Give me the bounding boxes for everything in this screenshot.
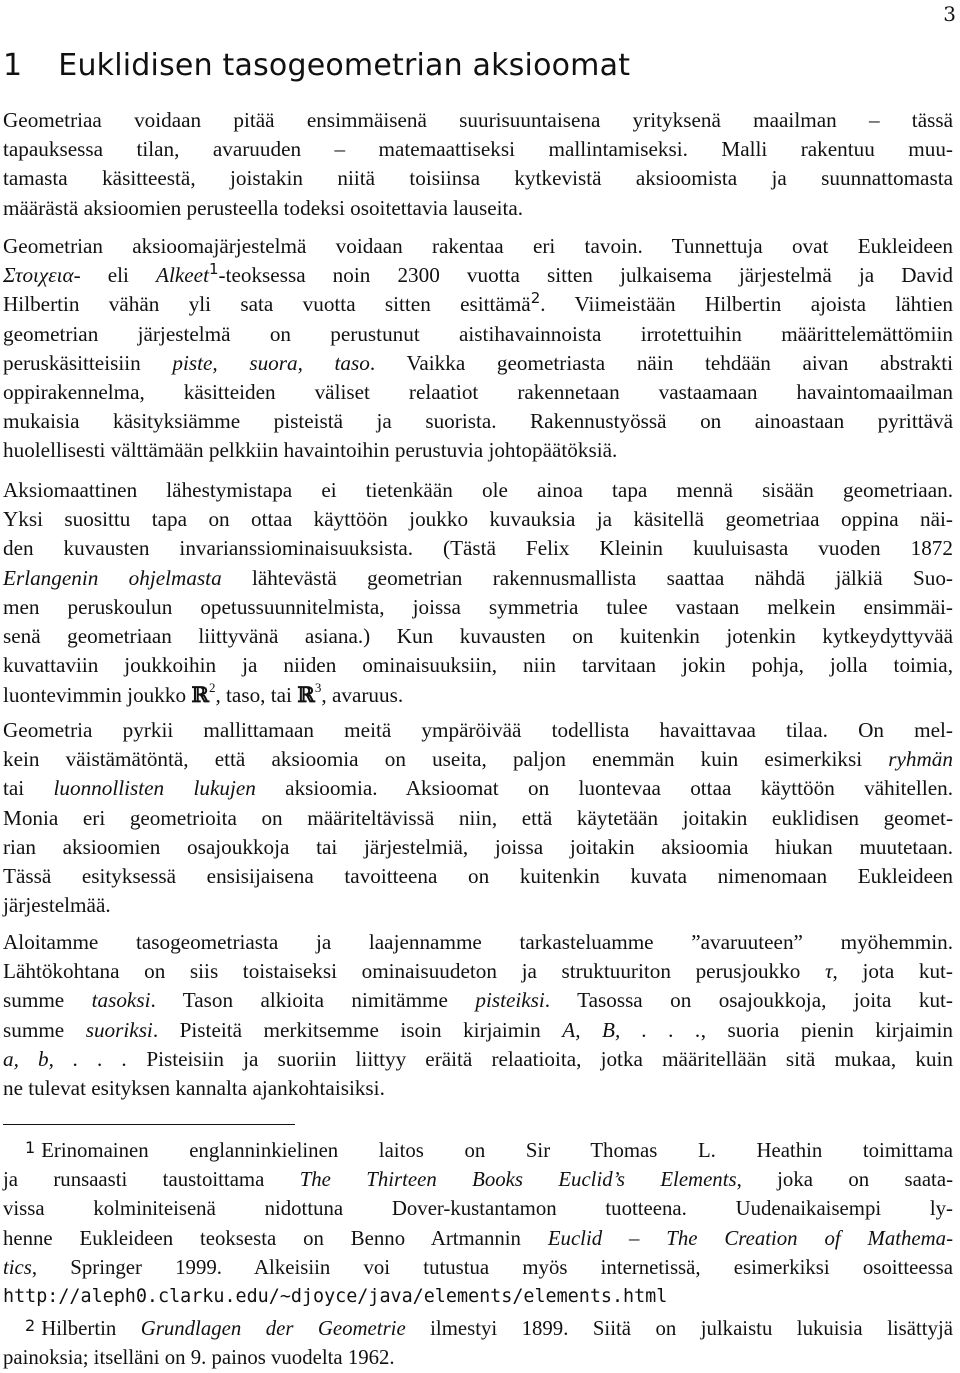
footnote-ref-1[interactable]: 1 (208, 260, 219, 279)
text-line: tapauksessa tilan, avaruuden – matemaattiseksi mallintamiseksi. Malli rakentuu muu- (3, 137, 953, 162)
text-line: summe tasoksi. Tason alkioita nimitämme pisteiksi. Tasossa on osajoukkoja, joita kut- (3, 988, 953, 1013)
text-line: tamasta käsitteestä, joistakin niitä toisiinsa kytkevistä aksioomista ja suunnattomasta (3, 166, 953, 191)
text-line: Geometria pyrkii mallittamaan meitä ympäröivää todellista havaittavaa tilaa. On mel- (3, 718, 953, 742)
text-line: tai luonnollisten lukujen aksioomia. Aksioomat on luontevaa ottaa käyttöön vähitellen. (3, 776, 953, 801)
footnote-rule (3, 1124, 295, 1125)
reals-symbol: ℝ (191, 682, 209, 708)
footnote-1-line: henne Eukleideen teoksesta on Benno Artmannin Euclid – The Creation of Mathema- (3, 1226, 954, 1250)
text-line: järjestelmää. (3, 893, 111, 918)
text-line: Aksiomaattinen lähestymistapa ei tietenkään ole ainoa tapa mennä sisään geometriaan. (3, 478, 953, 502)
emphasis: Grundlagen der Geometrie (140, 1317, 406, 1341)
text-line: summe suoriksi. Pisteitä merkitsemme isoin kirjaimin A, B, . . ., suoria pienin kirjaimin (3, 1017, 953, 1042)
text-line: rian aksioomien osajoukkoja tai järjestelmiä, joissa joitakin aksioomia hiukan muutetaan. (3, 834, 953, 859)
footnote-2-line: painoksia; itselläni on 9. painos vuodelta 1962. (3, 1346, 395, 1370)
text-line: Hilbertin vähän yli sata vuotta sitten esittämä$^2$. Viimeistään Hilbertin ajoista lähtien (3, 289, 953, 317)
text-line: men peruskoulun opetussuunnitelmista, joissa symmetria tulee vastaan melkein ensimmäi- (3, 594, 953, 619)
text-line: Στοιχεια- eli Alkeet$^1$-teoksessa noin 2300 vuotta sitten julkaisema järjestelmä ja David (3, 260, 954, 288)
emphasis: luonnollisten lukujen (53, 776, 256, 801)
text-line: senä geometriaan liittyvänä asiana.) Kun kuvausten on kuitenkin jotenkin kytkeydyttyvää (3, 624, 953, 649)
text-line: Geometrian aksioomajärjestelmä voidaan rakentaa eri tavoin. Tunnettuja ovat Eukleideen (3, 234, 953, 258)
text-line: Erlangenin ohjelmasta lähtevästä geometrian rakennusmallista saattaa nähdä jälkiä Suo- (3, 565, 953, 590)
text-line: a, b, . . . Pisteisiin ja suoriin liittyy eräitä relaatioita, jotka määritellään sitä mukaa, kuin (3, 1046, 954, 1071)
section-title: Euklidisen tasogeometrian aksioomat (58, 48, 631, 83)
footnotes (3, 1133, 953, 1373)
emphasis: tasoksi (91, 988, 151, 1013)
alkeet-title: Alkeet (156, 263, 209, 288)
text-line: Aloitamme tasogeometriasta ja laajennamme tarkasteluamme ”avaruuteen” myöhemmin. (3, 930, 953, 954)
footnote-1-line: ja runsaasti taustoittama The Thirteen Books Euclid’s Elements, joka on saata- (3, 1168, 953, 1192)
text-line: Geometriaa voidaan pitää ensimmäisenä suurisuuntaisena yrityksenä maailman – tässä (3, 108, 953, 132)
text-line: den kuvausten invarianssiominaisuuksista. (Tästä Felix Kleinin kuuluisasta vuoden 1872 (3, 536, 953, 561)
paragraph-intro (3, 106, 953, 223)
text-line: oppirakennelma, käsitteiden väliset relaatiot rakennetaan vastaamaan havaintomaailman (3, 380, 953, 405)
footnote-number: 1 (25, 1138, 36, 1157)
text-line: peruskäsitteisiin piste, suora, taso. Vaikka geometriasta näin tehdään aivan abstrakti (3, 350, 953, 375)
emphasis: Erlangenin ohjelmasta (3, 565, 222, 590)
text-line: mukaisia käsityksiämme pisteistä ja suorista. Rakennustyössä on ainoastaan pyrittävä (3, 409, 953, 434)
text-line: kein väistämätöntä, että aksioomia on useita, paljon enemmän kuin esimerkiksi ryhmän (3, 747, 953, 772)
emphasis: ryhmän (888, 747, 953, 772)
text-line: Monia eri geometrioita on määriteltävissä niin, että käytetään joitakin euklidisen geomet- (3, 805, 953, 830)
emphasis: tics (3, 1255, 32, 1279)
math-points: A, B, . . . (562, 1017, 701, 1042)
text-line: kuvattaviin joukkoihin ja niiden ominaisuuksiin, niin tarvitaan jokin pohja, jolla toimia, (3, 653, 953, 678)
page-number: 3 (943, 2, 956, 26)
footnote-1-line: tics, Springer 1999. Alkeisiin voi tutustua myös internetissä, esimerkiksi osoitteessa (3, 1255, 953, 1279)
text-line: Yksi suosittu tapa on ottaa käyttöön joukko kuvauksia ja käsitellä geometriaa oppina näi- (3, 507, 953, 532)
greek-title: Στοιχεια (3, 263, 74, 288)
text-line: ne tulevat esityksen kannalta ajankohtaisiksi. (3, 1076, 385, 1101)
text-line: Lähtökohtana on siis toistaiseksi ominaisuudeton ja struktuuriton perusjoukko τ, jota kut- (3, 959, 953, 984)
text-line: geometrian järjestelmä on perustunut aistihavainnoista irrotettuihin määrittelemättömiin (3, 321, 953, 346)
section-heading (3, 48, 630, 83)
footnote-2-line: 2 Hilbertin Grundlagen der Geometrie ilmestyi 1899. Siitä on julkaistu lukuisia lisättyjä (3, 1311, 953, 1343)
footnote-url-link[interactable]: http://aleph0.clarku.edu/∼djoyce/java/elements/elements.html (3, 1286, 668, 1308)
emphasis: pisteiksi (475, 988, 545, 1013)
emphasis: piste, suora, taso (172, 350, 370, 375)
footnote-1-line: vissa kolminiteisenä nidottuna Dover-kustantamon tuotteena. Uudenaikaisempi ly- (3, 1197, 953, 1221)
paragraph-klein (3, 476, 953, 711)
emphasis: The Thirteen Books Euclid’s Elements (299, 1168, 737, 1192)
paragraph-modelling (3, 716, 953, 920)
text-line: luontevimmin joukko ℝ$^2$, taso, tai ℝ$^3$, avaruus. (3, 680, 404, 708)
emphasis: Euclid – The Creation of Mathema- (547, 1226, 954, 1250)
paragraph-axiom-systems (3, 232, 953, 466)
emphasis: suoriksi (85, 1017, 153, 1042)
math-lines: a, b, . . . (3, 1046, 128, 1071)
footnote-1-line: 1 Erinomainen englanninkielinen laitos on Sir Thomas L. Heathin toimittama (3, 1133, 953, 1165)
section-number: 1 (3, 48, 23, 83)
text-line: Tässä esityksessä ensisijaisena tavoitteena on kuitenkin kuvata nimenomaan Eukleideen (3, 864, 953, 889)
footnote-number: 2 (25, 1316, 36, 1336)
footnote-ref-2[interactable]: 2 (530, 289, 541, 308)
text-line: määrästä aksioomien perusteella todeksi osoitettavia lauseita. (3, 195, 524, 220)
math-tau: τ (824, 959, 833, 984)
text-line: huolellisesti välttämään pelkkiin havaintoihin perustuvia johtopäätöksiä. (3, 438, 618, 463)
paragraph-plane (3, 928, 953, 1103)
reals-symbol: ℝ (297, 682, 315, 708)
